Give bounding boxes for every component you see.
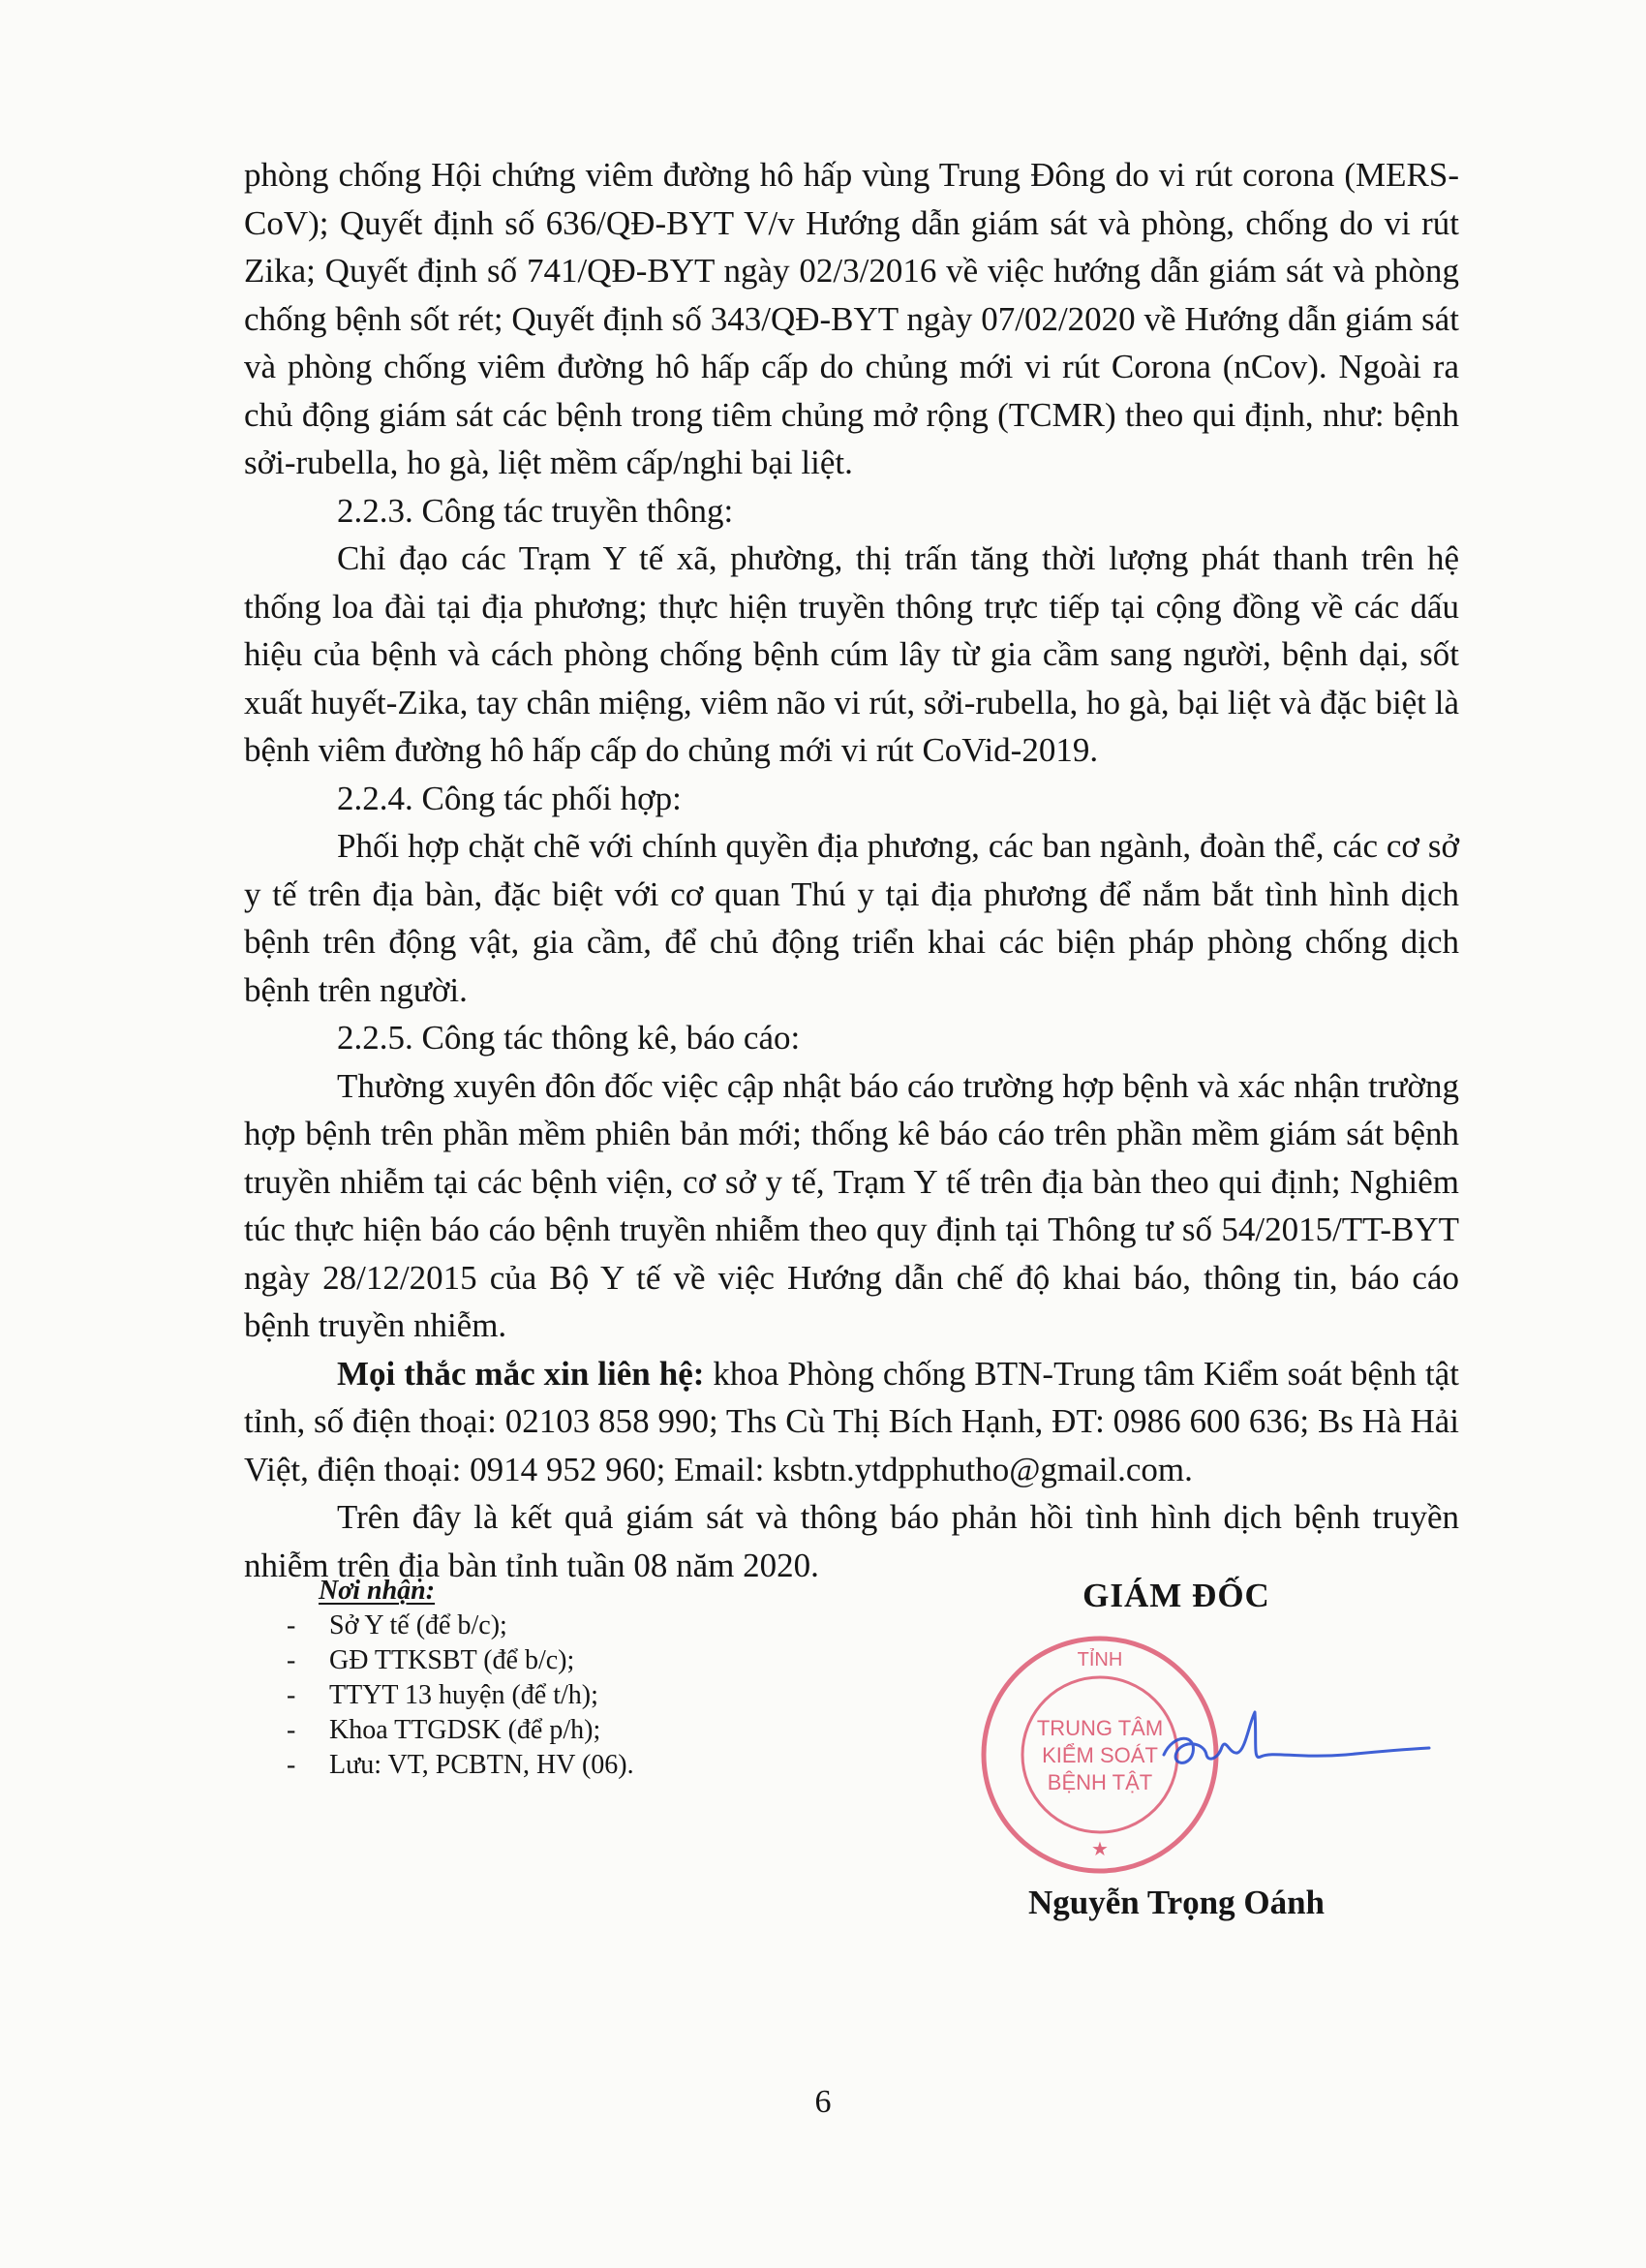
- heading-coordination: 2.2.4. Công tác phối hợp:: [337, 779, 682, 817]
- recipient-item: - Khoa TTGDSK (để p/h);: [287, 1713, 634, 1748]
- heading-communication: 2.2.3. Công tác truyền thông:: [337, 491, 734, 530]
- svg-text:TỈNH: TỈNH: [1077, 1649, 1123, 1670]
- svg-text:KIỂM SOÁT: KIỂM SOÁT: [1042, 1743, 1158, 1767]
- recipients-heading: Nơi nhận:: [319, 1576, 436, 1606]
- recipients-list: [287, 1609, 634, 1783]
- paragraph-closing: Trên đây là kết quả giám sát và thông báo phản hồi tình hình dịch bệnh truyền nhiễm trên địa bàn tỉnh tuần 08 năm 2020.: [244, 1498, 1459, 1584]
- recipient-item: - Sở Y tế (để b/c);: [287, 1609, 634, 1643]
- recipients-block: [287, 1574, 634, 1783]
- signer-title: GIÁM ĐỐC: [1082, 1577, 1270, 1614]
- recipient-item: - TTYT 13 huyện (để t/h);: [287, 1678, 634, 1713]
- svg-text:TRUNG TÂM: TRUNG TÂM: [1036, 1716, 1164, 1740]
- recipient-item: - Lưu: VT, PCBTN, HV (06).: [287, 1748, 634, 1783]
- recipient-item: - GĐ TTKSBT (để b/c);: [287, 1643, 634, 1678]
- heading-statistics-reporting: 2.2.5. Công tác thông kê, báo cáo:: [337, 1019, 801, 1057]
- svg-text:BỆNH TẬT: BỆNH TẬT: [1047, 1770, 1153, 1794]
- contact-details: khoa Phòng chống BTN-Trung tâm Kiểm soát bệnh tật tỉnh, số điện thoại: 02103 858 990; Ths Cù Thị Bích Hạnh, ĐT: 0986 600 636; Bs Hà Hải Việt, điện thoại: 0914 952 960; Email: ksbtn.ytdpphutho@gmail.com.: [244, 1354, 1459, 1488]
- svg-text:★: ★: [1091, 1837, 1109, 1860]
- paragraph-communication: Chỉ đạo các Trạm Y tế xã, phường, thị trấn tăng thời lượng phát thanh trên hệ thống loa đài tại địa phương; thực hiện truyền thông trực tiếp tại cộng đồng về các dấu hiệu của bệnh và cách phòng chống bệnh cúm lây từ gia cầm sang người, bệnh dại, sốt xuất huyết-Zika, tay chân miệng, viêm não vi rút, sởi-rubella, ho gà, bại liệt và đặc biệt là bệnh viêm đường hô hấp cấp do chủng mới vi rút CoVid-2019.: [244, 539, 1459, 769]
- contact-label: Mọi thắc mắc xin liên hệ:: [337, 1354, 705, 1393]
- document-body: [244, 151, 1459, 1589]
- page-number: 6: [814, 2084, 832, 2120]
- paragraph-statistics-reporting: Thường xuyên đôn đốc việc cập nhật báo cáo trường hợp bệnh và xác nhận trường hợp bệnh trên phần mềm phiên bản mới; thống kê báo cáo trên phần mềm giám sát bệnh truyền nhiễm tại các bệnh viện, cơ sở y tế, Trạm Y tế trên địa bàn theo qui định; Nghiêm túc thực hiện báo cáo bệnh truyền nhiễm theo quy định tại Thông tư số 54/2015/TT-BYT ngày 28/12/2015 của Bộ Y tế về việc Hướng dẫn chế độ khai báo, thông tin, báo cáo bệnh truyền nhiễm.: [244, 1066, 1459, 1344]
- handwritten-signature: [1152, 1704, 1433, 1792]
- signer-name: Nguyễn Trọng Oánh: [1027, 1884, 1325, 1921]
- paragraph-contact: [244, 1350, 1459, 1494]
- paragraph-legal-basis: phòng chống Hội chứng viêm đường hô hấp vùng Trung Đông do vi rút corona (MERS-CoV); Quyết định số 636/QĐ-BYT V/v Hướng dẫn giám sát và phòng, chống do vi rút Zika; Quyết định số 741/QĐ-BYT ngày 02/3/2016 về việc hướng dẫn giám sát và phòng chống bệnh sốt rét; Quyết định số 343/QĐ-BYT ngày 07/02/2020 về Hướng dẫn giám sát và phòng chống viêm đường hô hấp cấp do chủng mới vi rút Corona (nCov). Ngoài ra chủ động giám sát các bệnh trong tiêm chủng mở rộng (TCMR) theo qui định, như: bệnh sởi-rubella, ho gà, liệt mềm cấp/nghi bại liệt.: [244, 156, 1459, 481]
- paragraph-coordination: Phối hợp chặt chẽ với chính quyền địa phương, các ban ngành, đoàn thể, các cơ sở y tế trên địa bàn, đặc biệt với cơ quan Thú y tại địa phương để nắm bắt tình hình dịch bệnh trên động vật, gia cầm, để chủ động triển khai các biện pháp phòng chống dịch bệnh trên người.: [244, 827, 1459, 1009]
